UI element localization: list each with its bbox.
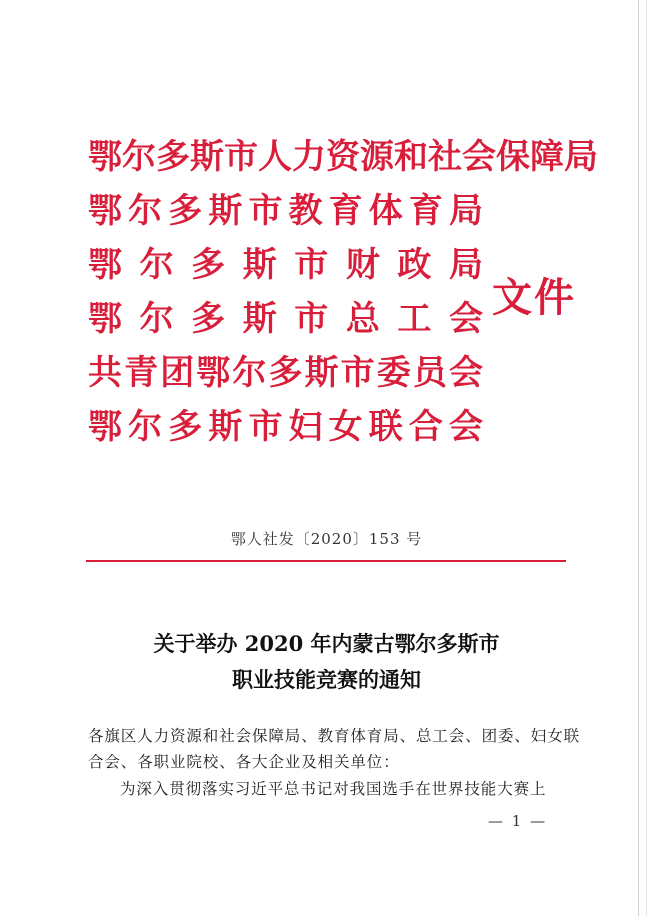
issuer-char: 市 xyxy=(340,353,375,393)
issuer-char: 团 xyxy=(160,353,195,393)
issuer-char: 保 xyxy=(496,137,530,177)
issuer-char: 局 xyxy=(448,245,483,285)
issuer-char: 多 xyxy=(156,137,190,177)
issuer-char: 斯 xyxy=(242,299,277,339)
recipients-line-1: 各旗区人力资源和社会保障局、教育体育局、总工会、团委、妇女联 xyxy=(88,727,581,745)
issuer-char: 多 xyxy=(168,407,203,447)
issuer-char: 多 xyxy=(191,245,226,285)
issuer-char: 市 xyxy=(248,407,283,447)
issuer-char: 局 xyxy=(448,191,483,231)
issuer-line xyxy=(88,130,598,184)
issuer-char: 鄂 xyxy=(196,353,231,393)
issuer-char: 尔 xyxy=(128,407,163,447)
issuer-char: 会 xyxy=(448,407,483,447)
file-suffix: 文件 xyxy=(492,274,576,321)
issuer-char: 鄂 xyxy=(88,137,122,177)
issuer-char: 工 xyxy=(397,299,432,339)
issuer-char: 联 xyxy=(368,407,403,447)
recipients-line-2: 合会、各职业院校、各大企业及相关单位： xyxy=(88,753,400,771)
issuer-char: 社 xyxy=(428,137,462,177)
issuer-char: 教 xyxy=(288,191,323,231)
issuer-char: 女 xyxy=(328,407,363,447)
issuer-char: 斯 xyxy=(208,407,243,447)
issuer-char: 资 xyxy=(326,137,360,177)
issuer-char: 总 xyxy=(345,299,380,339)
red-separator-line xyxy=(86,560,566,562)
page-edge-line xyxy=(646,0,647,916)
issuer-char: 多 xyxy=(191,299,226,339)
issuer-char: 市 xyxy=(294,299,329,339)
issuer-char: 局 xyxy=(564,137,598,177)
issuer-char: 市 xyxy=(248,191,283,231)
issuer-char: 青 xyxy=(124,353,159,393)
page-number: — 1 — xyxy=(488,812,548,830)
issuer-char: 源 xyxy=(360,137,394,177)
issuer-char: 多 xyxy=(268,353,303,393)
issuer-char: 会 xyxy=(448,353,483,393)
document-title-line-1: 关于举办 2020 年内蒙古鄂尔多斯市 xyxy=(153,631,500,656)
issuer-line xyxy=(88,184,483,238)
issuer-char: 鄂 xyxy=(88,245,122,285)
issuer-char: 和 xyxy=(394,137,428,177)
issuer-char: 斯 xyxy=(208,191,243,231)
issuer-char: 会 xyxy=(448,299,483,339)
issuer-char: 政 xyxy=(397,245,432,285)
issuer-char: 斯 xyxy=(304,353,339,393)
issuer-char: 尔 xyxy=(139,245,174,285)
issuer-char: 员 xyxy=(412,353,447,393)
issuer-char: 妇 xyxy=(288,407,323,447)
issuer-char: 鄂 xyxy=(88,191,122,231)
issuer-char: 体 xyxy=(368,191,403,231)
issuer-line xyxy=(88,400,483,454)
issuer-char: 鄂 xyxy=(88,299,122,339)
issuer-char: 合 xyxy=(408,407,443,447)
issuer-char: 财 xyxy=(345,245,380,285)
issuer-char: 障 xyxy=(530,137,564,177)
issuer-line xyxy=(88,292,483,346)
issuer-char: 共 xyxy=(88,353,122,393)
body-paragraph: 为深入贯彻落实习近平总书记对我国选手在世界技能大赛上 xyxy=(120,780,547,798)
issuer-char: 斯 xyxy=(242,245,277,285)
issuer-char: 力 xyxy=(292,137,326,177)
issuer-char: 市 xyxy=(294,245,329,285)
issuer-char: 尔 xyxy=(232,353,267,393)
document-number: 鄂人社发〔2020〕153 号 xyxy=(230,530,423,548)
issuer-line xyxy=(88,346,483,400)
page-edge-line xyxy=(638,0,639,916)
issuer-char: 斯 xyxy=(190,137,224,177)
issuer-char: 鄂 xyxy=(88,407,122,447)
issuer-char: 会 xyxy=(462,137,496,177)
issuer-char: 尔 xyxy=(128,191,163,231)
issuer-char: 育 xyxy=(328,191,363,231)
issuer-char: 育 xyxy=(408,191,443,231)
issuer-char: 尔 xyxy=(122,137,156,177)
issuer-char: 委 xyxy=(376,353,411,393)
issuer-char: 尔 xyxy=(139,299,174,339)
document-title-line-2: 职业技能竞赛的通知 xyxy=(232,667,421,692)
issuer-char: 市 xyxy=(224,137,258,177)
issuer-char: 多 xyxy=(168,191,203,231)
issuer-char: 人 xyxy=(258,137,292,177)
issuer-line xyxy=(88,238,483,292)
